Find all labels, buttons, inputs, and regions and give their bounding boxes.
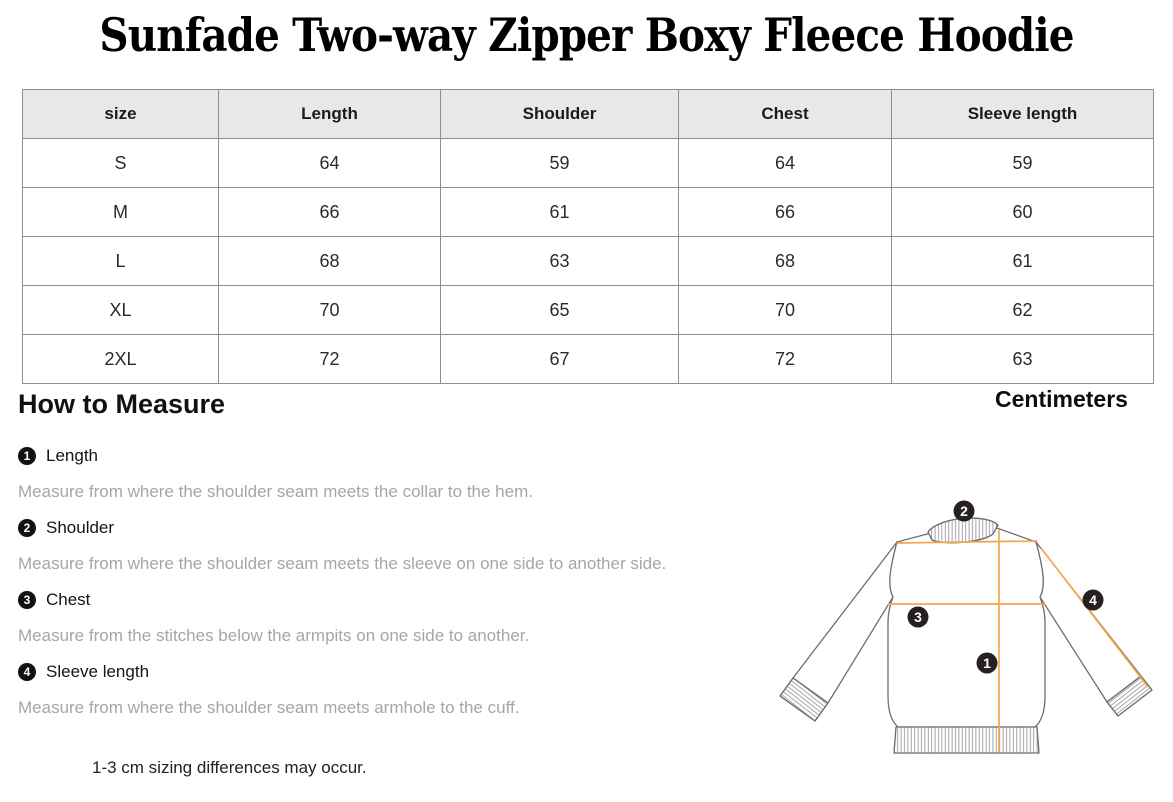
garment-body [888, 527, 1045, 727]
value-cell: 64 [219, 139, 441, 188]
left-sleeve [793, 542, 897, 703]
right-sleeve [1036, 542, 1141, 702]
size-cell: 2XL [23, 335, 219, 384]
value-cell: 65 [441, 286, 679, 335]
value-cell: 66 [219, 188, 441, 237]
diagram-badge-3-number: 3 [914, 609, 922, 625]
value-cell: 59 [892, 139, 1154, 188]
number-badge-1: 1 [18, 447, 36, 465]
value-cell: 72 [679, 335, 892, 384]
sizing-note: 1-3 cm sizing differences may occur. [92, 758, 367, 777]
table-row [23, 286, 1154, 335]
measure-item-description: Measure from the stitches below the armpits on one side to another. [18, 626, 530, 645]
unit-label: Centimeters [995, 386, 1128, 412]
hem-ribbing [894, 727, 1039, 753]
col-header-length: Length [219, 90, 441, 139]
measure-item-description: Measure from where the shoulder seam meets armhole to the cuff. [18, 698, 520, 717]
measure-item-chest [18, 590, 768, 645]
col-header-size: size [23, 90, 219, 139]
garment-measurement-diagram [760, 490, 1173, 780]
measure-item-label: Chest [46, 589, 91, 609]
size-cell: M [23, 188, 219, 237]
size-cell: XL [23, 286, 219, 335]
table-row [23, 139, 1154, 188]
diagram-badge-2-number: 2 [960, 503, 968, 519]
size-table-header-row [23, 90, 1154, 139]
size-cell: S [23, 139, 219, 188]
size-cell: L [23, 237, 219, 286]
measure-item-shoulder [18, 518, 768, 573]
value-cell: 67 [441, 335, 679, 384]
number-badge-2: 2 [18, 519, 36, 537]
value-cell: 66 [679, 188, 892, 237]
diagram-badge-1-number: 1 [983, 655, 991, 671]
size-table [22, 89, 1154, 384]
measure-item-description: Measure from where the shoulder seam meets the collar to the hem. [18, 482, 533, 501]
section-heading: How to Measure [18, 389, 226, 419]
diagram-badge-4-number: 4 [1089, 592, 1097, 608]
table-row [23, 188, 1154, 237]
value-cell: 63 [892, 335, 1154, 384]
measure-item-description: Measure from where the shoulder seam meets the sleeve on one side to another side. [18, 554, 667, 573]
value-cell: 70 [679, 286, 892, 335]
measure-item-length [18, 446, 768, 501]
value-cell: 63 [441, 237, 679, 286]
number-badge-4: 4 [18, 663, 36, 681]
measure-item-label: Sleeve length [46, 661, 150, 681]
measure-item-sleeve-length [18, 662, 768, 717]
table-row [23, 237, 1154, 286]
value-cell: 68 [219, 237, 441, 286]
measure-item-label: Length [46, 445, 98, 465]
col-header-shoulder: Shoulder [441, 90, 679, 139]
value-cell: 64 [679, 139, 892, 188]
how-to-measure-section [18, 389, 768, 734]
value-cell: 72 [219, 335, 441, 384]
value-cell: 59 [441, 139, 679, 188]
value-cell: 70 [219, 286, 441, 335]
value-cell: 61 [892, 237, 1154, 286]
value-cell: 68 [679, 237, 892, 286]
number-badge-3: 3 [18, 591, 36, 609]
page-title: Sunfade Two-way Zipper Boxy Fleece Hoodie [99, 8, 1074, 62]
table-row [23, 335, 1154, 384]
value-cell: 61 [441, 188, 679, 237]
value-cell: 62 [892, 286, 1154, 335]
col-header-sleeve-length: Sleeve length [892, 90, 1154, 139]
value-cell: 60 [892, 188, 1154, 237]
col-header-chest: Chest [679, 90, 892, 139]
measure-item-label: Shoulder [46, 517, 115, 537]
